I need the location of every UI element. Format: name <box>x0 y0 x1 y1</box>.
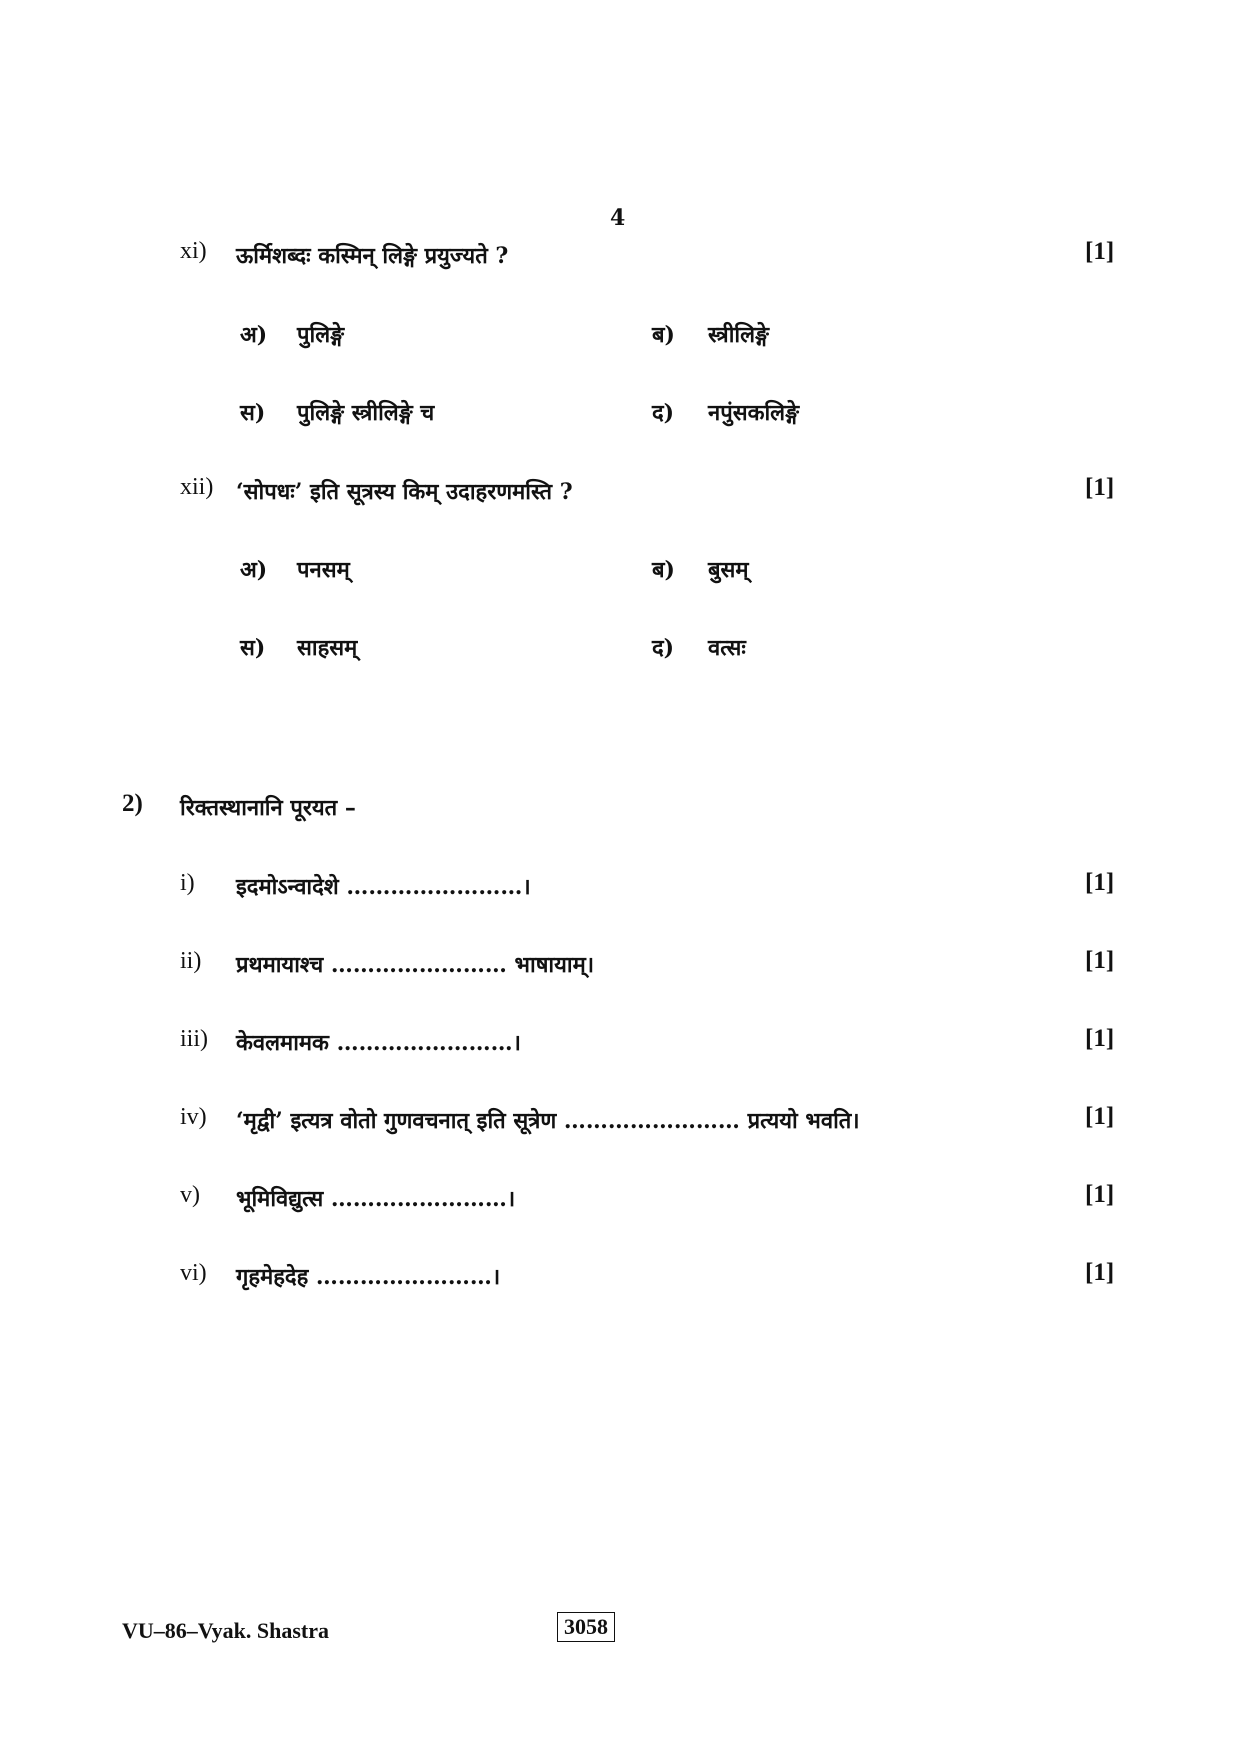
question-marks-xii: [1] <box>1085 474 1115 501</box>
option-text-xii-d: वत्सः <box>708 635 746 661</box>
option-label-xi-d: द) <box>652 400 675 426</box>
section-title: रिक्तस्थानानि पूरयत – <box>180 795 356 821</box>
fill-blank-marks: [1] <box>1085 1103 1115 1130</box>
option-label-xi-a: अ) <box>240 322 268 348</box>
fill-blank-marks: [1] <box>1085 869 1115 896</box>
option-label-xii-a: अ) <box>240 557 268 583</box>
question-text-xii: ‘सोपधः’ इति सूत्रस्य किम् उदाहरणमस्ति ? <box>236 479 573 505</box>
footer-boxed-number: 3058 <box>557 1612 615 1642</box>
option-text-xi-a: पुलिङ्गे <box>297 322 345 348</box>
question-number-xi: xi) <box>180 238 207 264</box>
fill-blank-marks: [1] <box>1085 1259 1115 1286</box>
option-label-xii-d: द) <box>652 635 675 661</box>
fill-blank-text: केवलमामक ……………………। <box>236 1030 521 1056</box>
fill-blank-marks: [1] <box>1085 1181 1115 1208</box>
fill-blank-text: गृहमेहदेह ……………………। <box>236 1264 501 1290</box>
fill-blank-text: प्रथमायाश्च …………………… भाषायाम्। <box>236 952 595 978</box>
page-number: 4 <box>610 205 626 231</box>
section-number: 2) <box>122 790 143 817</box>
fill-blank-number: vi) <box>180 1260 207 1286</box>
option-text-xii-b: बुसम् <box>708 557 749 583</box>
fill-blank-text: भूमिविद्युत्स ……………………। <box>236 1186 516 1212</box>
fill-blank-number: ii) <box>180 948 202 974</box>
option-text-xi-d: नपुंसकलिङ्गे <box>708 400 800 426</box>
option-text-xii-a: पनसम् <box>297 557 350 583</box>
fill-blank-number: iv) <box>180 1104 207 1130</box>
fill-blank-marks: [1] <box>1085 1025 1115 1052</box>
question-text-xi: ऊर्मिशब्दः कस्मिन् लिङ्गे प्रयुज्यते ? <box>236 243 509 269</box>
option-label-xii-c: स) <box>240 635 266 661</box>
footer-paper-code: VU–86–Vyak. Shastra <box>122 1618 330 1643</box>
option-label-xii-b: ब) <box>652 557 675 583</box>
question-number-xii: xii) <box>180 474 214 500</box>
option-text-xii-c: साहसम् <box>297 635 358 661</box>
fill-blank-text: इदमोऽन्वादेशे ……………………। <box>236 874 531 900</box>
fill-blank-number: iii) <box>180 1026 208 1052</box>
fill-blank-number: i) <box>180 870 195 896</box>
question-marks-xi: [1] <box>1085 238 1115 265</box>
option-label-xi-b: ब) <box>652 322 675 348</box>
option-label-xi-c: स) <box>240 400 266 426</box>
fill-blank-marks: [1] <box>1085 947 1115 974</box>
fill-blank-number: v) <box>180 1182 200 1208</box>
option-text-xi-b: स्त्रीलिङ्गे <box>708 322 769 348</box>
option-text-xi-c: पुलिङ्गे स्त्रीलिङ्गे च <box>297 400 435 426</box>
fill-blank-text: ‘मृद्वी’ इत्यत्र वोतो गुणवचनात् इति सूत्रेण …………………… प्रत्ययो भवति। <box>236 1108 860 1134</box>
